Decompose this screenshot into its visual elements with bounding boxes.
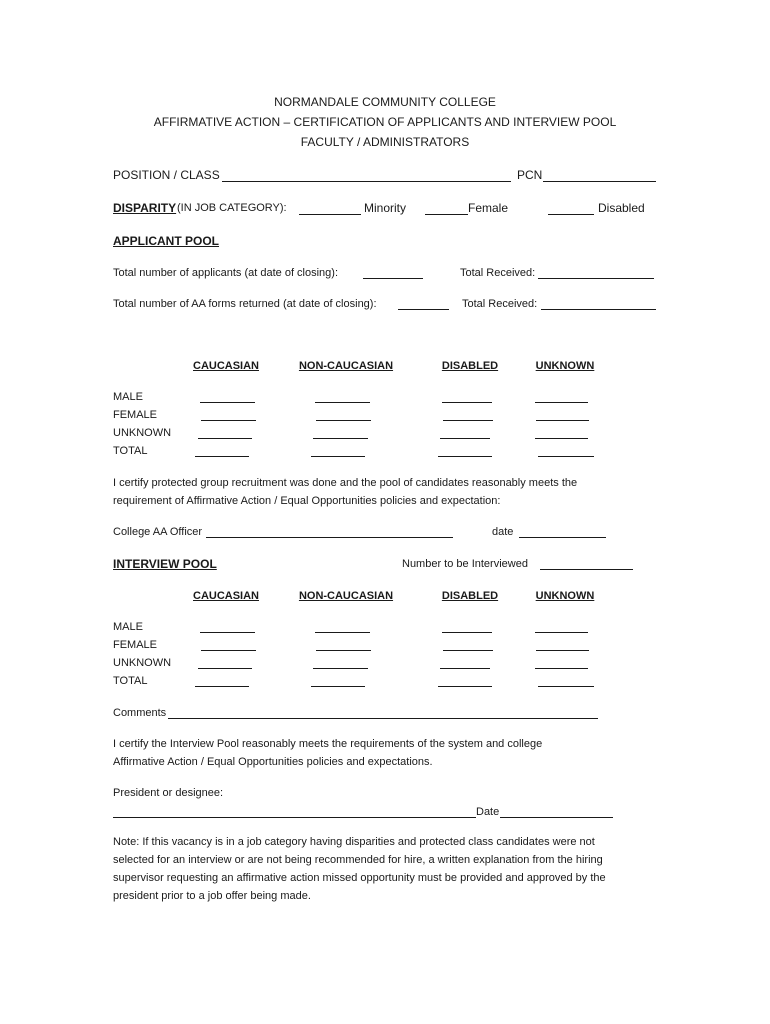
certify-recruitment-line1: I certify protected group recruitment was done and the pool of candidates reasonably meets the: [113, 477, 578, 489]
pcn-label: PCN: [517, 168, 543, 182]
aa-officer-signature-field[interactable]: [206, 537, 453, 538]
interview-cell[interactable]: [535, 668, 588, 669]
pcn-field[interactable]: [543, 181, 656, 182]
col-caucasian-header: CAUCASIAN: [193, 360, 259, 372]
row-male-label: MALE: [113, 391, 143, 403]
interview-cell[interactable]: [195, 686, 249, 687]
applicant-cell[interactable]: [315, 402, 370, 403]
interview-cell[interactable]: [442, 632, 492, 633]
row-female-label: FEMALE: [113, 639, 158, 651]
interview-cell[interactable]: [201, 650, 256, 651]
president-label: President or designee:: [113, 787, 224, 799]
disparity-sublabel: (IN JOB CATEGORY):: [177, 202, 287, 214]
total-received-field-1[interactable]: [538, 278, 654, 279]
position-class-field[interactable]: [222, 181, 511, 182]
note-line4: president prior to a job offer being made.: [113, 890, 311, 902]
interview-cell[interactable]: [536, 650, 589, 651]
total-applicants-label: Total number of applicants (at date of closing):: [113, 267, 339, 279]
interview-cell[interactable]: [198, 668, 252, 669]
president-date-field[interactable]: [500, 817, 613, 818]
college-name: NORMANDALE COMMUNITY COLLEGE: [274, 95, 496, 109]
total-received-label-1: Total Received:: [460, 267, 536, 279]
interview-cell[interactable]: [313, 668, 368, 669]
disabled-field[interactable]: [548, 214, 594, 215]
aa-officer-date-field[interactable]: [519, 537, 606, 538]
minority-label: Minority: [364, 201, 407, 215]
applicant-cell[interactable]: [538, 456, 594, 457]
interview-cell[interactable]: [315, 632, 370, 633]
president-signature-field[interactable]: [113, 817, 476, 818]
female-field[interactable]: [425, 214, 468, 215]
col-unknown-header: UNKNOWN: [535, 590, 595, 602]
applicant-cell[interactable]: [443, 420, 493, 421]
applicant-cell[interactable]: [535, 402, 588, 403]
applicant-cell[interactable]: [201, 420, 256, 421]
row-total-label: TOTAL: [113, 445, 148, 457]
applicant-cell[interactable]: [440, 438, 490, 439]
certify-recruitment-line2: requirement of Affirmative Action / Equal Opportunities policies and expectation:: [113, 495, 501, 507]
aa-officer-date-label: date: [492, 526, 514, 538]
number-interviewed-label: Number to be Interviewed: [402, 558, 528, 570]
applicant-cell[interactable]: [442, 402, 492, 403]
certify-interview-line2: Affirmative Action / Equal Opportunities policies and expectations.: [113, 756, 433, 768]
col-non-caucasian-header: NON-CAUCASIAN: [298, 360, 394, 372]
interview-pool-title: INTERVIEW POOL: [113, 557, 217, 571]
position-class-label: POSITION / CLASS: [113, 168, 220, 182]
col-disabled-header: DISABLED: [441, 590, 499, 602]
certify-interview-line1: I certify the Interview Pool reasonably meets the requirements of the system and college: [113, 738, 543, 750]
interview-cell[interactable]: [535, 632, 588, 633]
form-title: AFFIRMATIVE ACTION – CERTIFICATION OF APPLICANTS AND INTERVIEW POOL: [153, 115, 617, 129]
total-received-label-2: Total Received:: [462, 298, 538, 310]
applicant-cell[interactable]: [535, 438, 588, 439]
minority-field[interactable]: [299, 214, 361, 215]
applicant-cell[interactable]: [311, 456, 365, 457]
female-label: Female: [468, 201, 509, 215]
note-line1: Note: If this vacancy is in a job category having disparities and protected class candidates were not: [113, 836, 595, 848]
row-unknown-label: UNKNOWN: [113, 427, 172, 439]
col-unknown-header: UNKNOWN: [535, 360, 595, 372]
applicant-cell[interactable]: [313, 438, 368, 439]
note-line2: selected for an interview or are not being recommended for hire, a written explanation from the hiring: [113, 854, 603, 866]
col-disabled-header: DISABLED: [441, 360, 499, 372]
total-received-field-2[interactable]: [541, 309, 656, 310]
row-unknown-label: UNKNOWN: [113, 657, 172, 669]
comments-label: Comments: [113, 707, 167, 719]
interview-cell[interactable]: [316, 650, 371, 651]
applicant-cell[interactable]: [195, 456, 249, 457]
total-aa-forms-label: Total number of AA forms returned (at date of closing):: [113, 298, 377, 310]
interview-cell[interactable]: [443, 650, 493, 651]
applicant-cell[interactable]: [200, 402, 255, 403]
president-date-label: Date: [476, 806, 500, 818]
applicant-pool-title: APPLICANT POOL: [113, 234, 220, 248]
interview-cell[interactable]: [311, 686, 365, 687]
row-female-label: FEMALE: [113, 409, 158, 421]
applicant-cell[interactable]: [198, 438, 252, 439]
total-aa-forms-field[interactable]: [398, 309, 449, 310]
interview-cell[interactable]: [538, 686, 594, 687]
total-applicants-field[interactable]: [363, 278, 423, 279]
number-interviewed-field[interactable]: [540, 569, 633, 570]
col-non-caucasian-header: NON-CAUCASIAN: [298, 590, 394, 602]
applicant-cell[interactable]: [316, 420, 371, 421]
interview-cell[interactable]: [440, 668, 490, 669]
interview-cell[interactable]: [438, 686, 492, 687]
interview-cell[interactable]: [200, 632, 255, 633]
comments-field[interactable]: [168, 718, 598, 719]
row-total-label: TOTAL: [113, 675, 148, 687]
aa-officer-label: College AA Officer: [113, 526, 203, 538]
row-male-label: MALE: [113, 621, 143, 633]
form-subtitle: FACULTY / ADMINISTRATORS: [300, 135, 470, 149]
col-caucasian-header: CAUCASIAN: [193, 590, 259, 602]
applicant-cell[interactable]: [536, 420, 589, 421]
note-line3: supervisor requesting an affirmative action missed opportunity must be provided and approved by the: [113, 872, 606, 884]
applicant-cell[interactable]: [438, 456, 492, 457]
disparity-label: DISPARITY: [113, 201, 177, 215]
disabled-label: Disabled: [598, 201, 645, 215]
